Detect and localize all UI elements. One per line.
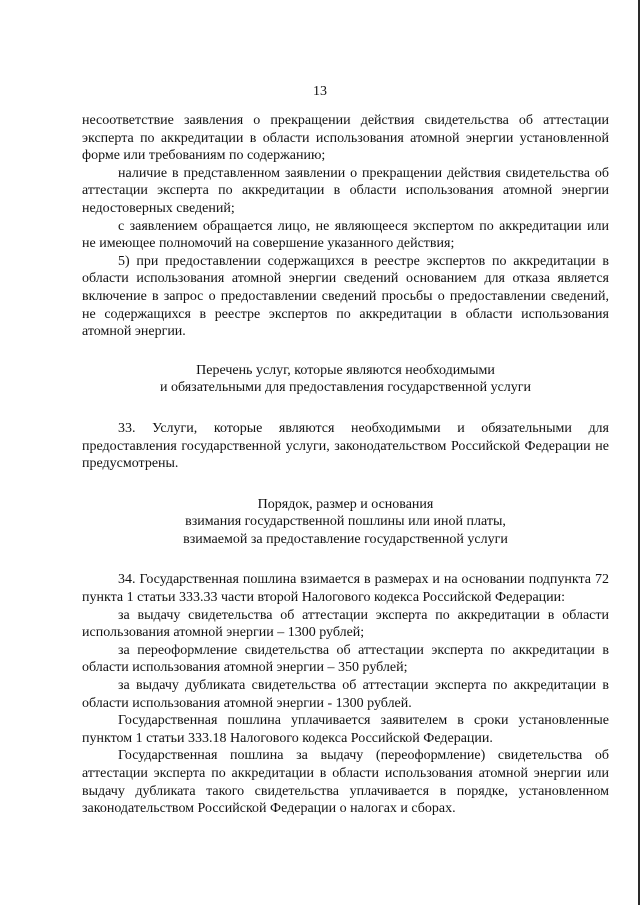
heading-required-services: [82, 362, 609, 397]
page-number: 13: [313, 84, 327, 99]
paragraph-refusal-false-info: наличие в представленном заявлении о прекращении действия свидетельства об аттестации эксперта по аккредитации в области использования атомной энергии недостоверных сведений;: [82, 165, 609, 216]
paragraph-33: 33. Услуги, которые являются необходимыми и обязательными для предоставления государственной услуги, законодательством Российской Федерации не предусмотрены.: [82, 420, 609, 472]
paragraph-refusal-not-expert: с заявлением обращается лицо, не являющееся экспертом по аккредитации или не имеющее полномочий на совершение указанного действия;: [82, 218, 609, 252]
heading-line: Порядок, размер и основания: [257, 496, 434, 512]
heading-state-fee: [82, 496, 609, 549]
paragraph-34: 34. Государственная пошлина взимается в размерах и на основании подпункта 72 пункта 1 статьи 333.33 части второй Налогового кодекса Российской Федерации:: [82, 572, 609, 606]
paragraph-fee-reissue: за переоформление свидетельства об аттестации эксперта по аккредитации в области использования атомной энергии – 350 рублей;: [82, 642, 609, 676]
heading-line: взимания государственной пошлины или иной платы,: [185, 514, 506, 530]
heading-line: Перечень услуг, которые являются необходимыми: [196, 362, 495, 378]
paragraph-fee-issue: за выдачу свидетельства об аттестации эксперта по аккредитации в области использования атомной энергии – 1300 рублей;: [82, 607, 609, 641]
paragraph-refusal-registry: 5) при предоставлении содержащихся в реестре экспертов по аккредитации в области использования атомной энергии сведений основанием для отказа является включение в запрос о предоставлении сведений просьбы о предоставлении сведений, не содержащихся в реестре экспертов по аккредитации в области использования атомной энергии.: [82, 253, 609, 340]
paragraph-fee-payment-terms: Государственная пошлина уплачивается заявителем в сроки установленные пунктом 1 статьи 333.18 Налогового кодекса Российской Федерации.: [82, 713, 609, 746]
document-body: [82, 112, 609, 818]
heading-line: взимаемой за предоставление государственной услуги: [183, 531, 508, 547]
heading-line: и обязательными для предоставления государственной услуги: [159, 380, 532, 396]
paragraph-refusal-nonconformity: несоответствие заявления о прекращении действия свидетельства об аттестации эксперта по аккредитации в области использования атомной энергии установленной форме или требованиям по содержанию;: [82, 113, 609, 164]
paragraph-fee-payment-order: Государственная пошлина за выдачу (переоформление) свидетельства об аттестации эксперта по аккредитации в области использования атомной энергии или выдачу дубликата такого свидетельства уплачивается в порядке, установленном законодательством Российской Федерации о налогах и сборах.: [82, 748, 609, 817]
paragraph-fee-duplicate: за выдачу дубликата свидетельства об аттестации эксперта по аккредитации в области использования атомной энергии - 1300 рублей.: [82, 678, 609, 711]
